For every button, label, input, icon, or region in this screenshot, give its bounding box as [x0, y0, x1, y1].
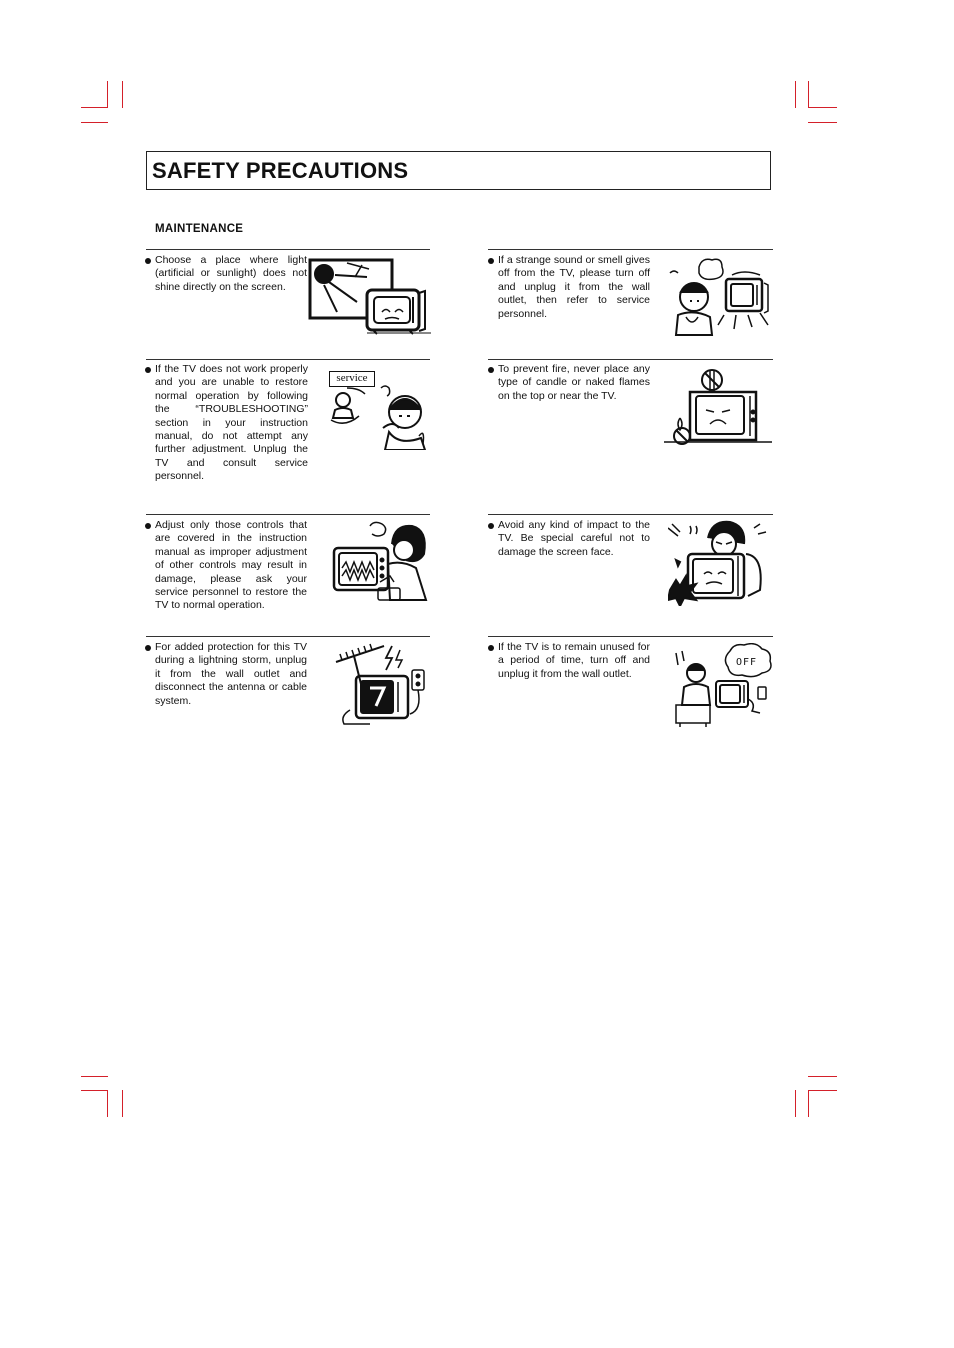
separator — [488, 514, 773, 515]
crop-mark — [81, 1090, 108, 1091]
section-heading: MAINTENANCE — [155, 223, 244, 235]
crop-mark — [808, 1090, 837, 1091]
separator — [146, 636, 430, 637]
crop-mark — [795, 1090, 796, 1117]
off-unplug-illustration — [670, 643, 774, 727]
separator — [488, 249, 773, 250]
separator — [146, 249, 430, 250]
bullet — [488, 523, 494, 529]
crop-mark — [795, 81, 796, 108]
bullet — [145, 645, 151, 651]
lightning-illustration — [330, 640, 428, 726]
item-sunlight-text: Choose a place where light (artificial or sunlight) does not shine directly on the screen. — [155, 254, 307, 293]
crop-mark — [107, 1090, 108, 1117]
service-label: service — [329, 371, 375, 387]
bullet — [488, 367, 494, 373]
item-lightning-text: For added protection for this TV during a lightning storm, unplug it from the wall outlet and disconnect the antenna or cable system. — [155, 641, 307, 707]
item-impact-text: Avoid any kind of impact to the TV. Be special careful not to damage the screen face. — [498, 519, 650, 558]
item-unused-text: If the TV is to remain unused for a period of time, turn off and unplug it from the wall outlet. — [498, 641, 650, 680]
separator — [488, 359, 773, 360]
bullet — [488, 645, 494, 651]
bullet — [145, 258, 151, 264]
no-candle-illustration — [664, 366, 772, 448]
bullet — [145, 367, 151, 373]
crop-mark — [808, 81, 809, 108]
item-controls-text: Adjust only those controls that are covered in the instruction manual as improper adjustment of other controls may result in damage, please ask your service personnel to restore the TV to normal operation. — [155, 519, 307, 612]
title-box — [146, 151, 771, 190]
off-label: OFF — [736, 657, 758, 668]
impact-illustration — [668, 520, 772, 606]
crop-mark — [808, 107, 837, 108]
tv-smell-illustration — [664, 255, 774, 337]
crop-mark — [81, 122, 108, 123]
bullet — [145, 523, 151, 529]
separator — [146, 514, 430, 515]
page-title: SAFETY PRECAUTIONS — [152, 158, 409, 183]
crop-mark — [107, 81, 108, 108]
separator — [488, 636, 773, 637]
item-troubleshooting-text: If the TV does not work properly and you are unable to restore normal operation by following the “TROUBLESHOOTING” section in your instruction manual, do not attempt any further adjustment. Unplug the TV and consult service personnel. — [155, 363, 308, 483]
separator — [146, 359, 430, 360]
item-strange-sound-text: If a strange sound or smell gives off from the TV, please turn off and unplug it from the wall outlet, then refer to service personnel. — [498, 254, 650, 320]
crop-mark — [808, 1090, 809, 1117]
adjust-controls-illustration — [330, 520, 430, 606]
tv-sunlight-illustration — [307, 257, 431, 335]
crop-mark — [122, 81, 123, 108]
crop-mark — [808, 1076, 837, 1077]
item-fire-text: To prevent fire, never place any type of candle or naked flames on the top or near the TV. — [498, 363, 650, 402]
bullet — [488, 258, 494, 264]
crop-mark — [81, 107, 108, 108]
service-call-illustration — [325, 366, 427, 450]
crop-mark — [808, 122, 837, 123]
crop-mark — [122, 1090, 123, 1117]
crop-mark — [81, 1076, 108, 1077]
